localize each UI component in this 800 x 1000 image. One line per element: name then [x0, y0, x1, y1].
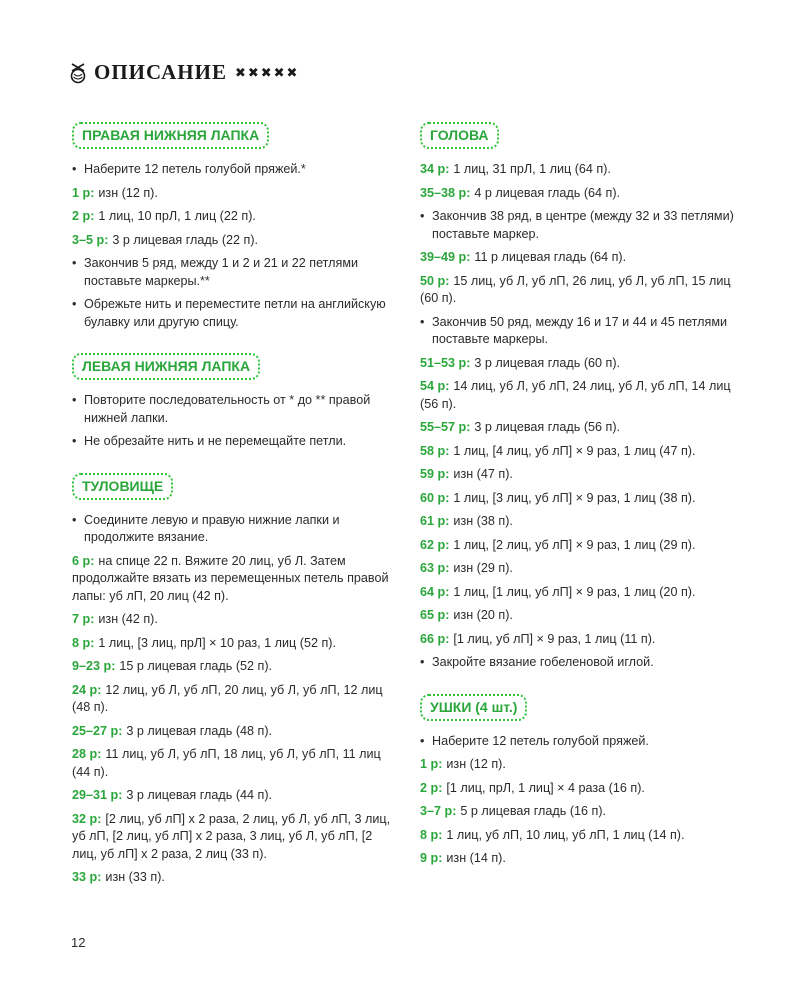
instruction-line: 6 р: на спице 22 п. Вяжите 20 лиц, уб Л. Затем продолжайте вязать из перемещенных петель правой лапы: уб лП, 20 лиц (42 п). — [72, 553, 389, 603]
row-label: 2 р: — [420, 780, 443, 795]
row-label: 3–7 р: — [420, 804, 457, 818]
row-label: 32 р: — [72, 811, 102, 826]
instruction-line: 29–31 р: 3 р лицевая гладь (44 п). — [72, 788, 273, 802]
right-column — [420, 122, 750, 874]
page-number: 12 — [71, 935, 86, 950]
row-label: 51–53 р: — [420, 355, 471, 370]
header-stars: ✖✖✖✖✖ — [234, 64, 300, 80]
row-label: 2 р: — [72, 209, 95, 223]
row-label: 50 р: — [420, 273, 450, 288]
row-label: 29–31 р: — [72, 788, 123, 802]
yarn-ball-icon — [68, 62, 88, 84]
row-label: 1 р: — [72, 185, 95, 200]
instruction-line: 8 р: 1 лиц, [3 лиц, прЛ] × 10 раз, 1 лиц (52 п). — [72, 635, 336, 650]
row-label: 33 р: — [72, 870, 102, 884]
row-label: 63 р: — [420, 561, 450, 575]
row-label: 8 р: — [72, 635, 95, 650]
instruction-line: 59 р: изн (47 п). — [420, 467, 513, 481]
row-label: 34 р: — [420, 162, 450, 176]
section-right-lower-paw — [72, 122, 392, 331]
instruction-line: 50 р: 15 лиц, уб Л, уб лП, 26 лиц, уб Л, уб лП, 15 лиц (60 п). — [420, 273, 731, 305]
page-header — [68, 60, 299, 85]
instruction-line: 64 р: 1 лиц, [1 лиц, уб лП] × 9 раз, 1 лиц (20 п). — [420, 584, 696, 599]
row-label: 55–57 р: — [420, 420, 471, 434]
instruction-line: 58 р: 1 лиц, [4 лиц, уб лП] × 9 раз, 1 лиц (47 п). — [420, 443, 696, 458]
instruction-line: 9–23 р: 15 р лицевая гладь (52 п). — [72, 659, 273, 673]
instruction-line: 61 р: изн (38 п). — [420, 514, 513, 528]
row-label: 8 р: — [420, 827, 443, 842]
section-head — [420, 122, 750, 672]
row-label: 58 р: — [420, 443, 450, 458]
row-label: 54 р: — [420, 379, 450, 393]
row-label: 1 р: — [420, 757, 443, 771]
row-label: 60 р: — [420, 490, 450, 505]
instruction-line: • Наберите 12 петель голубой пряжей.* — [72, 161, 392, 179]
row-label: 64 р: — [420, 584, 450, 599]
page-title: ОПИСАНИЕ — [94, 60, 227, 84]
section-left-lower-paw — [72, 353, 392, 451]
section-title: ТУЛОВИЩЕ — [72, 473, 173, 500]
instruction-line: • Наберите 12 петель голубой пряжей. — [420, 733, 750, 751]
row-label: 35–38 р: — [420, 185, 471, 200]
instruction-line: • Закончив 50 ряд, между 16 и 17 и 44 и 45 петлями поставьте маркеры. — [420, 314, 750, 349]
row-label: 28 р: — [72, 747, 102, 761]
instruction-line: 7 р: изн (42 п). — [72, 612, 158, 626]
instruction-line: • Повторите последовательность от * до ** правой нижней лапки. — [72, 392, 392, 427]
instruction-line: 55–57 р: 3 р лицевая гладь (56 п). — [420, 420, 621, 434]
instruction-line: 39–49 р: 11 р лицевая гладь (64 п). — [420, 250, 627, 264]
row-label: 24 р: — [72, 682, 102, 697]
instruction-line: 2 р: [1 лиц, прЛ, 1 лиц] × 4 раза (16 п). — [420, 780, 645, 795]
left-column — [72, 122, 392, 893]
instruction-line: 33 р: изн (33 п). — [72, 870, 165, 884]
instruction-line: 24 р: 12 лиц, уб Л, уб лП, 20 лиц, уб Л, уб лП, 12 лиц (48 п). — [72, 682, 383, 714]
row-label: 9 р: — [420, 851, 443, 865]
instruction-line: 54 р: 14 лиц, уб Л, уб лП, 24 лиц, уб Л, уб лП, 14 лиц (56 п). — [420, 379, 731, 411]
instruction-line: 65 р: изн (20 п). — [420, 608, 513, 622]
instruction-line: 3–5 р: 3 р лицевая гладь (22 п). — [72, 232, 259, 247]
instruction-line: • Не обрезайте нить и не перемещайте петли. — [72, 433, 392, 451]
instruction-line: • Закройте вязание гобеленовой иглой. — [420, 654, 750, 672]
row-label: 59 р: — [420, 467, 450, 481]
instruction-line: 1 р: изн (12 п). — [72, 185, 158, 200]
row-label: 61 р: — [420, 514, 450, 528]
section-ears — [420, 694, 750, 868]
instruction-line: 35–38 р: 4 р лицевая гладь (64 п). — [420, 185, 621, 200]
row-label: 9–23 р: — [72, 659, 116, 673]
row-label: 6 р: — [72, 553, 95, 568]
row-label: 25–27 р: — [72, 723, 123, 738]
instruction-line: 25–27 р: 3 р лицевая гладь (48 п). — [72, 723, 273, 738]
section-title: ГОЛОВА — [420, 122, 499, 149]
instruction-line: 63 р: изн (29 п). — [420, 561, 513, 575]
instruction-line: 28 р: 11 лиц, уб Л, уб лП, 18 лиц, уб Л, уб лП, 11 лиц (44 п). — [72, 747, 381, 779]
row-label: 62 р: — [420, 537, 450, 552]
row-label: 66 р: — [420, 631, 450, 646]
instruction-line: 9 р: изн (14 п). — [420, 851, 506, 865]
section-title: ПРАВАЯ НИЖНЯЯ ЛАПКА — [72, 122, 269, 149]
section-title: УШКИ (4 шт.) — [420, 694, 527, 721]
instruction-line: 66 р: [1 лиц, уб лП] × 9 раз, 1 лиц (11 п). — [420, 631, 656, 646]
instruction-line: 62 р: 1 лиц, [2 лиц, уб лП] × 9 раз, 1 лиц (29 п). — [420, 537, 696, 552]
instruction-line: 8 р: 1 лиц, уб лП, 10 лиц, уб лП, 1 лиц (14 п). — [420, 827, 685, 842]
instruction-line: 3–7 р: 5 р лицевая гладь (16 п). — [420, 804, 607, 818]
row-label: 65 р: — [420, 608, 450, 622]
instruction-line: 60 р: 1 лиц, [3 лиц, уб лП] × 9 раз, 1 лиц (38 п). — [420, 490, 696, 505]
row-label: 39–49 р: — [420, 250, 471, 264]
instruction-line: • Обрежьте нить и переместите петли на английскую булавку или другую спицу. — [72, 296, 392, 331]
instruction-line: 2 р: 1 лиц, 10 прЛ, 1 лиц (22 п). — [72, 209, 256, 223]
instruction-line: 1 р: изн (12 п). — [420, 757, 506, 771]
instruction-line: 51–53 р: 3 р лицевая гладь (60 п). — [420, 355, 621, 370]
row-label: 7 р: — [72, 612, 95, 626]
instruction-line: • Закончив 5 ряд, между 1 и 2 и 21 и 22 петлями поставьте маркеры.** — [72, 255, 392, 290]
instruction-line: 34 р: 1 лиц, 31 прЛ, 1 лиц (64 п). — [420, 162, 611, 176]
instruction-line: • Соедините левую и правую нижние лапки и продолжите вязание. — [72, 512, 392, 547]
section-body — [72, 473, 392, 887]
instruction-line: • Закончив 38 ряд, в центре (между 32 и 33 петлями) поставьте маркер. — [420, 208, 750, 243]
row-label: 3–5 р: — [72, 232, 109, 247]
section-title: ЛЕВАЯ НИЖНЯЯ ЛАПКА — [72, 353, 260, 380]
instruction-line: 32 р: [2 лиц, уб лП] x 2 раза, 2 лиц, уб Л, уб лП, 3 лиц, уб лП, [2 лиц, уб лП] x 2 раза, 3 лиц, уб Л, уб лП, [2 лиц, уб лП] x 2 раза, 2 лиц (33 п). — [72, 811, 391, 861]
